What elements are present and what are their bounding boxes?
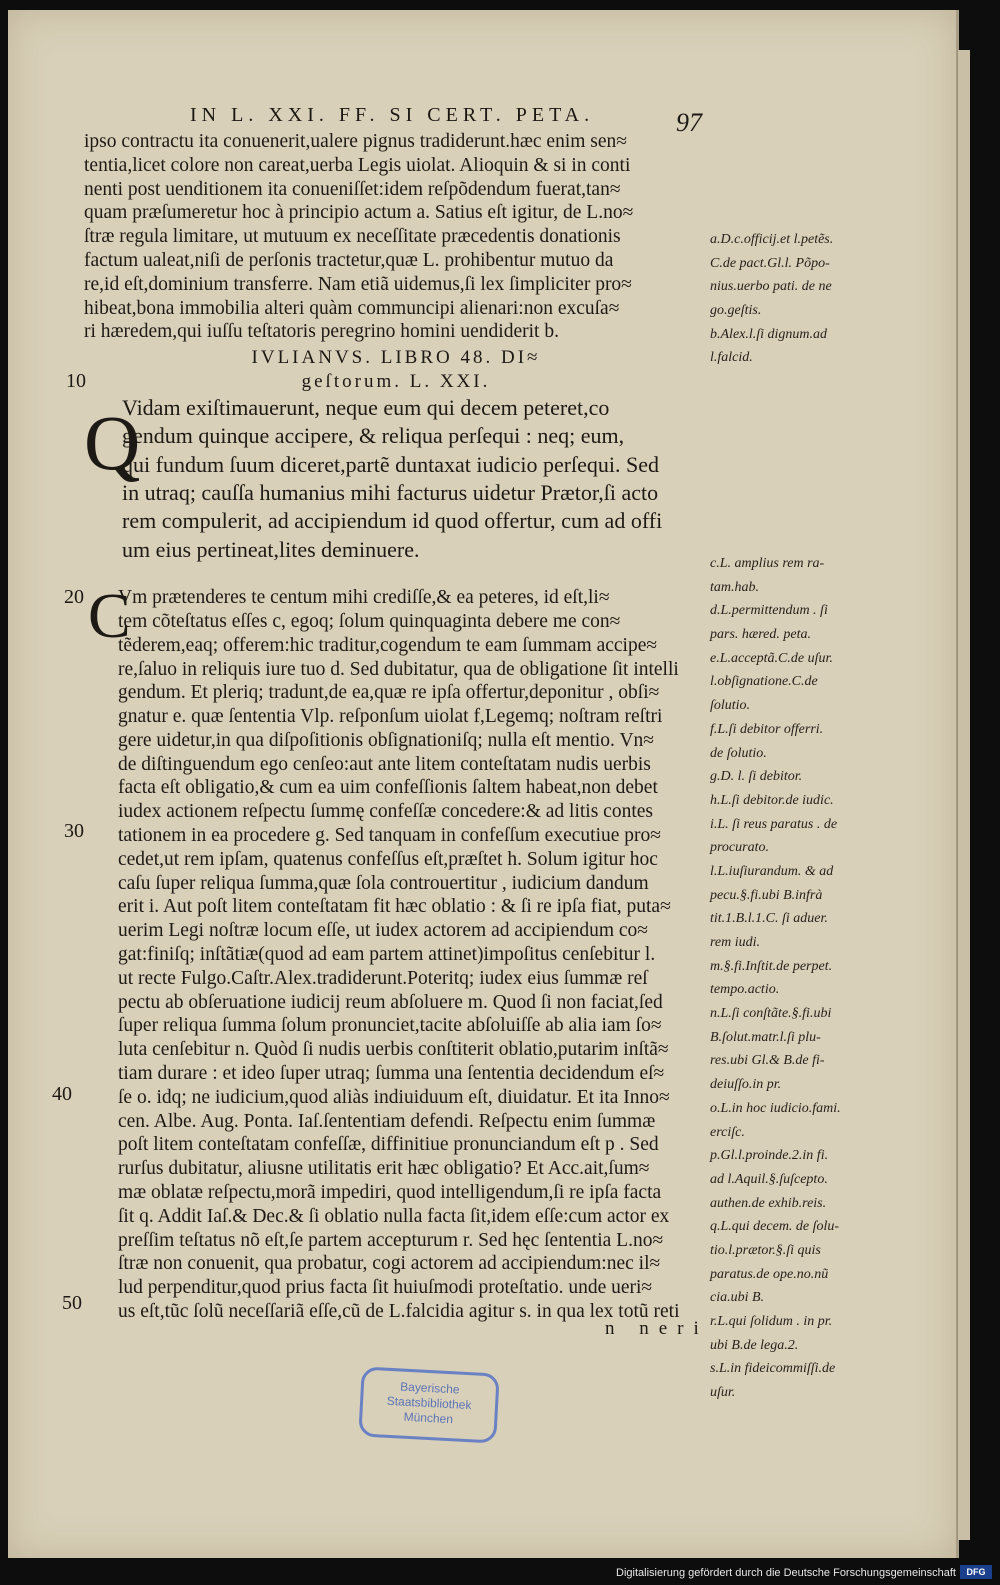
text-line: poſt litem conteſtatam confeſſæ, diffinitiue pronunciandum eſt p . Sed <box>118 1134 659 1156</box>
text-line: gendum quinque accipere, & reliqua perſequi : neq; eum, <box>122 423 625 449</box>
text-line: de diſtinguendum ego cenſeo:aut ante litem conteſtatam nudis uerbis <box>118 753 651 775</box>
gloss-line: cia.ubi B. <box>710 1290 765 1306</box>
gloss-line: tam.hab. <box>710 579 759 595</box>
line-number-40: 40 <box>52 1083 72 1105</box>
digitization-credit: Digitalisierung gefördert durch die Deutsche Forschungsgemeinschaft <box>616 1567 956 1579</box>
gloss-line: e.L.acceptã.C.de uſur. <box>710 650 833 666</box>
text-line: re,id eſt,dominium transferre. Nam etiã uidemus,ſi lex ſimpliciter pro≈ <box>84 273 632 295</box>
text-line: factum ualeat,niſi de perſonis tractetur,quæ L. prohibentur mutuo da <box>84 249 614 271</box>
text-line: um eius pertineat,lites deminuere. <box>122 536 420 562</box>
text-line: preſſim teſtatus nõ eſt,ſe partem accepturum r. Sed hęc ſententia L.no≈ <box>118 1229 664 1251</box>
text-line: tẽderem,eaq; offerem:hic traditur,cogendum te eam ſummam accipe≈ <box>118 634 658 656</box>
gloss-line: go.geſtis. <box>710 303 762 319</box>
text-line: gat:finiſq; inſtãtiæ(quod ad eam partem attinet)impoſitus cenſebitur l. <box>118 944 656 966</box>
text-line: gere uidetur,in qua diſpoſitionis obſignationiſq; nulla eſt mentio. Vn≈ <box>118 729 654 751</box>
gloss-line: o.L.in hoc iudicio.fami. <box>710 1100 841 1116</box>
text-line: tem cõteſtatus eſſes c, egoq; ſolum quinquaginta debere me con≈ <box>118 610 621 632</box>
text-line: ri hæredem,qui iuſſu teſtatoris peregrino homini uendiderit b. <box>84 321 559 343</box>
text-line: facta eſt obligatio,& cum ea uim confeſſionis ſaltem habeat,non debet <box>118 777 658 799</box>
gloss-line: r.L.qui ſolidum . in pr. <box>710 1314 833 1329</box>
text-line: tentia,licet colore non careat,uerba Legis uiolat. Alioquin & si in conti <box>84 154 631 176</box>
text-line: ut recte Fulgo.Caſtr.Alex.tradiderunt.Poteritq; iudex eius ſummæ reſ <box>118 967 648 989</box>
text-line: iudex actionem reſpectu ſummę confeſſæ concedere:& ad litis contes <box>118 801 653 823</box>
gloss-line: l.L.iuſiurandum. & ad <box>710 863 834 879</box>
commentary-text <box>84 580 708 1324</box>
gloss-line: procurato. <box>710 840 769 856</box>
text-line: lud perpenditur,quod prius facta ſit huiuſmodi proteſtatio. unde ueri≈ <box>118 1277 653 1299</box>
text-line: ſit q. Addit Iaſ.& Dec.& ſi oblatio nulla facta ſit,idem eſſe:cum actor ex <box>118 1205 670 1227</box>
gloss-line: ubi B.de lega.2. <box>710 1337 799 1353</box>
text-line: re,ſaluo in reliquis iure tuo d. Sed dubitatur, qua de obligatione ſit intelli <box>118 658 679 680</box>
gloss-line: g.D. l. ſi debitor. <box>710 769 803 785</box>
gloss-line: deiuſſo.in pr. <box>710 1077 782 1093</box>
text-line: Vm prætenderes te centum mihi crediſſe,& ea peteres, id eſt,li≈ <box>118 587 610 609</box>
library-stamp <box>358 1366 499 1443</box>
text-line: uerim Legi noſtræ locum eſſe, ut iudex actorem ad accipiendum co≈ <box>118 920 648 942</box>
gloss-line: s.L.in fideicommiſſi.de <box>710 1361 836 1377</box>
text-line: luta cenſebitur n. Quòd ſi nudis uerbis conſtiterit oblatio,putarim inſtã≈ <box>118 1039 669 1061</box>
page-edge <box>957 50 970 1540</box>
text-line: hibeat,bona immobilia alteri quàm communcipi alienari:non excuſa≈ <box>84 297 620 319</box>
text-line: rem compulerit, ad accipiendum id quod offertur, cum ad offi <box>122 508 663 534</box>
gloss-line: p.Gl.l.proinde.2.in fi. <box>710 1148 829 1164</box>
text-line: tiam durare : et ideo ſuper utraq; ſumma una ſententia decidendum eſ≈ <box>118 1063 665 1085</box>
gloss-line: nius.uerbo pati. de ne <box>710 279 832 295</box>
gloss-line: uſur. <box>710 1385 736 1401</box>
lex-text <box>84 394 708 564</box>
marginal-glosses-c-s <box>710 552 860 1405</box>
catchword: n neri <box>605 1318 709 1339</box>
gloss-line: rem iudi. <box>710 935 761 950</box>
text-line: ipso contractu ita conuenerit,ualere pignus tradiderunt.hæc enim sen≈ <box>84 131 627 152</box>
gloss-line: pars. hæred. peta. <box>710 627 811 643</box>
gloss-line: l.obſignatione.C.de <box>710 674 818 690</box>
line-number-30: 30 <box>64 820 84 842</box>
text-line: erit i. Aut poſt litem conteſtatam fit hæc oblatio : & ſi re ipſa fiat, puta≈ <box>118 896 671 918</box>
gloss-line: tio.l.prætor.§.ſi quis <box>710 1242 821 1258</box>
text-line: in utraq; cauſſa humanius mihi facturus uidetur Prætor,ſi acto <box>122 479 659 505</box>
text-line: us eſt,tũc ſolũ neceſſariã eſſe,cũ de L.falcidia agitur s. in qua lex totũ reti <box>118 1301 680 1323</box>
text-line: pectu ab obſeruatione iudicij reum abſoluere m. Quod ſi non faciat,ſed <box>118 991 663 1013</box>
stamp-line: München <box>403 1409 454 1427</box>
text-line: cedet,ut rem ipſam, quatenus confeſſus eſt,præſtet h. Solum igitur hoc <box>118 848 658 870</box>
dropcap-c: C <box>88 580 131 651</box>
gloss-line: l.falcid. <box>710 350 753 366</box>
gloss-line: tempo.actio. <box>710 982 780 998</box>
gloss-line: c.L. amplius rem ra- <box>710 556 825 571</box>
line-number-10: 10 <box>66 370 86 392</box>
stamp-line: Bayerische <box>399 1379 460 1397</box>
text-line: tationem in ea procedere g. Sed tanquam in confeſſum executiue pro≈ <box>118 825 661 847</box>
text-line: Vidam exiſtimauerunt, neque eum qui decem peteret,co <box>122 394 610 420</box>
line-number-50: 50 <box>62 1292 82 1314</box>
folio-number: 97 <box>676 108 702 137</box>
gloss-line: pecu.§.fi.ubi B.infrà <box>710 887 823 903</box>
gloss-line: n.L.ſi conſtãte.§.fi.ubi <box>710 1006 832 1022</box>
gloss-line: b.Alex.l.ſi dignum.ad <box>710 326 828 342</box>
marginal-glosses-a-b <box>710 228 860 370</box>
gloss-line: d.L.permittendum . ſi <box>710 603 828 619</box>
paragraph-continuation <box>84 130 708 344</box>
main-text-column <box>84 130 708 1324</box>
text-line: ſtræ non conuenit, qua probatur, cogi actorem ad accipiendum:nec il≈ <box>118 1253 661 1275</box>
section-heading-line2: geſtorum. L. XXI. <box>301 370 491 392</box>
text-line: ſtræ regula limitare, ut mutuum ex neceſſitate præcedentis donationis <box>84 226 621 248</box>
dropcap-q: Q <box>84 399 141 486</box>
gloss-line: ſolutio. <box>710 698 751 714</box>
gloss-line: m.§.fi.Inſtit.de perpet. <box>710 958 833 974</box>
gloss-line: C.de pact.Gl.l. Põpo- <box>710 255 830 271</box>
text-line: rurſus dubitatur, aliusne utilitatis erit hæc obligatio? Et Acc.ait,ſum≈ <box>118 1158 650 1180</box>
text-line: ſe o. idq; ne iudicium,quod aliàs indiuiduum eſt, diuidatur. Et ita Inno≈ <box>118 1086 670 1108</box>
text-line: nenti post uenditionem ita conueniſſet:idem reſpõdendum fuerat,tan≈ <box>84 178 621 200</box>
text-line: gendum. Et pleriq; tradunt,de ea,quæ re ipſa offertur,deponitur , obſi≈ <box>118 682 660 704</box>
gloss-line: tit.1.B.l.1.C. ſi aduer. <box>710 911 828 927</box>
gloss-line: i.L. ſi reus paratus . de <box>710 816 838 832</box>
gloss-line: a.D.c.officij.et l.petẽs. <box>710 232 834 247</box>
text-line: cen. Albe. Aug. Ponta. Iaſ.ſententiam defendi. Reſpectu enim ſummæ <box>118 1110 656 1132</box>
text-line: ſuper reliqua ſumma ſolum pronunciet,tacite abſoluiſſe ab alia iam ſo≈ <box>118 1015 662 1037</box>
section-heading-line1: IVLIANVS. LIBRO 48. DI≈ <box>251 347 541 369</box>
gloss-line: authen.de exhib.reis. <box>710 1195 827 1211</box>
gloss-line: res.ubi Gl.& B.de fi- <box>710 1053 825 1069</box>
dfg-logo: DFG <box>960 1565 992 1579</box>
text-line: gnatur e. quæ ſententia Vlp. reſponſum uiolat f,Legemq; noſtram reſtri <box>118 706 663 728</box>
text-line: qui fundum ſuum diceret,partẽ duntaxat iudicio perſequi. Sed <box>122 451 660 477</box>
gloss-line: h.L.ſi debitor.de iudic. <box>710 792 834 808</box>
gloss-line: f.L.ſi debitor offerri. <box>710 721 824 737</box>
line-number-20: 20 <box>64 586 84 608</box>
text-line: quam præſumeretur hoc à principio actum a. Satius eſt igitur, de L.no≈ <box>84 202 634 224</box>
running-head: IN L. XXI. FF. SI CERT. PETA. <box>190 104 595 126</box>
text-line: mæ oblatæ reſpectu,morã impediri, quod intelligendum,ſi re ipſa facta <box>118 1182 662 1204</box>
gloss-line: q.L.qui decem. de ſolu- <box>710 1219 840 1235</box>
text-line: caſu ſuper reliqua ſumma,quæ ſola controuertitur , iudicium dandum <box>118 872 649 894</box>
gloss-line: paratus.de ope.no.nũ <box>710 1266 829 1282</box>
gloss-line: de ſolutio. <box>710 745 767 761</box>
gloss-line: erciſc. <box>710 1124 745 1140</box>
gloss-line: ad l.Aquil.§.ſuſcepto. <box>710 1171 828 1187</box>
stamp-line: Staatsbibliothek <box>386 1393 472 1413</box>
gloss-line: B.ſolut.matr.l.ſi plu- <box>710 1029 821 1045</box>
